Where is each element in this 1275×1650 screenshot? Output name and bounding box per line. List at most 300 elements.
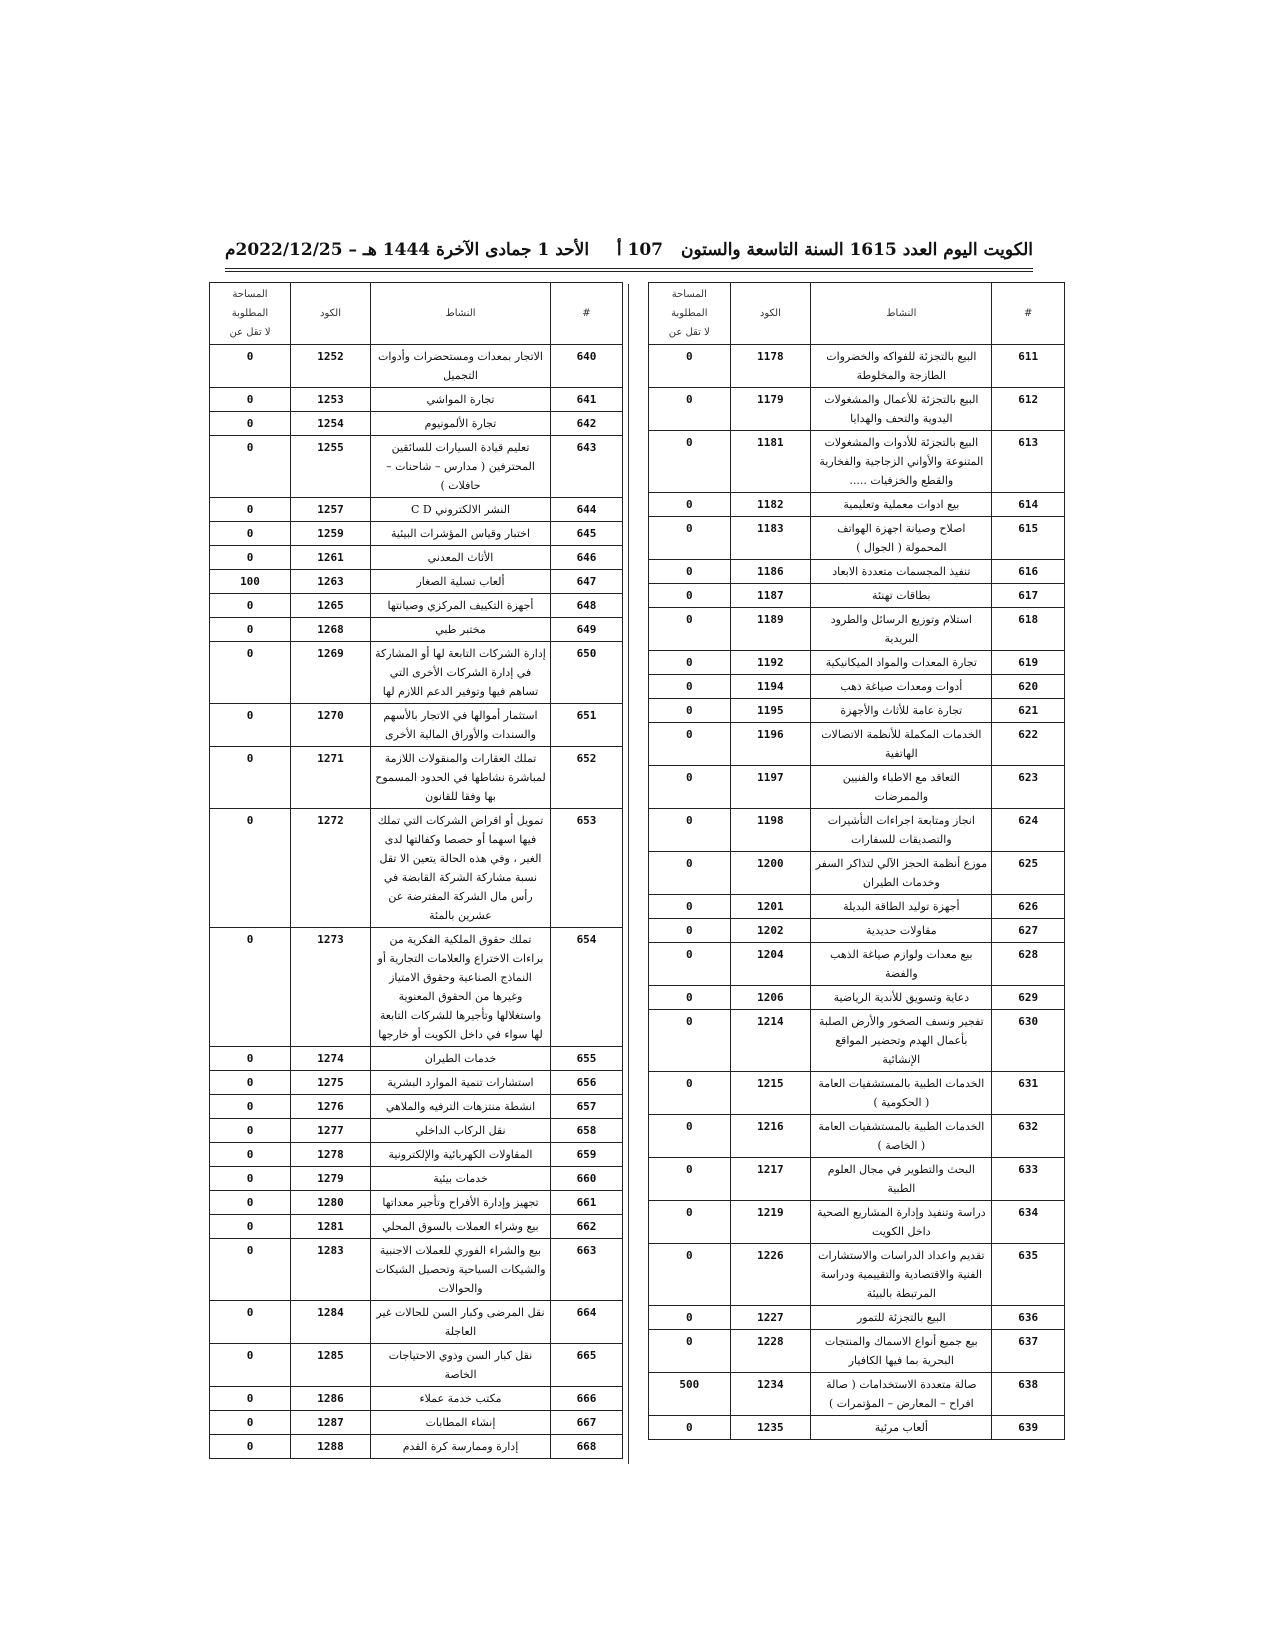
table-row: [210, 1387, 623, 1411]
row-activity: استثمار أموالها في الاتجار بالأسهم والسندات والأوراق المالية الأخرى: [371, 704, 551, 747]
table-row: [649, 1201, 1065, 1244]
table-row: [210, 1119, 623, 1143]
table-row: [649, 584, 1065, 608]
row-number: 625: [992, 852, 1065, 895]
header-code: الكود: [291, 283, 371, 345]
row-code: 1194: [730, 675, 811, 699]
table-row: [210, 1215, 623, 1239]
row-activity: استلام وتوزيع الرسائل والطرود البريدية: [811, 608, 992, 651]
row-area: 0: [649, 1072, 731, 1115]
row-code: 1204: [730, 943, 811, 986]
row-area: 0: [210, 1387, 291, 1411]
row-area: 0: [649, 517, 731, 560]
table-row: [210, 522, 623, 546]
row-activity: تقديم واعداد الدراسات والاستشارات الفنية والاقتصادية والتقييمية ودراسة المرتبطة بالبيئة: [811, 1244, 992, 1306]
header-activity: النشاط: [371, 283, 551, 345]
row-activity: اصلاح وصيانة اجهزة الهواتف المحمولة ( الجوال ): [811, 517, 992, 560]
row-code: 1234: [730, 1373, 811, 1416]
row-activity: الأثاث المعدني: [371, 546, 551, 570]
row-code: 1179: [730, 388, 811, 431]
row-activity: اختبار وقياس المؤشرات البيئية: [371, 522, 551, 546]
row-code: 1272: [291, 809, 371, 928]
row-code: 1217: [730, 1158, 811, 1201]
row-activity: نقل كبار السن وذوي الاحتياجات الخاصة: [371, 1344, 551, 1387]
row-number: 617: [992, 584, 1065, 608]
row-code: 1183: [730, 517, 811, 560]
row-area: 0: [210, 1167, 291, 1191]
row-area: 0: [210, 1411, 291, 1435]
row-number: 642: [551, 412, 623, 436]
table-row: [649, 1416, 1065, 1440]
table-row: [210, 1435, 623, 1459]
row-activity: المقاولات الكهربائية والإلكترونية: [371, 1143, 551, 1167]
row-area: 0: [210, 498, 291, 522]
row-code: 1182: [730, 493, 811, 517]
row-code: 1186: [730, 560, 811, 584]
row-code: 1277: [291, 1119, 371, 1143]
row-number: 614: [992, 493, 1065, 517]
table-row: [210, 1143, 623, 1167]
row-code: 1269: [291, 642, 371, 704]
table-row: [649, 1072, 1065, 1115]
row-area: 0: [210, 928, 291, 1047]
row-code: 1268: [291, 618, 371, 642]
row-number: 645: [551, 522, 623, 546]
table-row: [649, 809, 1065, 852]
row-area: 0: [649, 809, 731, 852]
row-activity: مقاولات حديدية: [811, 919, 992, 943]
row-code: 1271: [291, 747, 371, 809]
page-number: 107 أ: [616, 240, 663, 260]
row-number: 627: [992, 919, 1065, 943]
row-area: 100: [210, 570, 291, 594]
page-header: [225, 236, 1033, 266]
table-row: [649, 560, 1065, 584]
row-code: 1273: [291, 928, 371, 1047]
table-row: [649, 852, 1065, 895]
row-code: 1276: [291, 1095, 371, 1119]
row-area: 0: [210, 1071, 291, 1095]
row-code: 1265: [291, 594, 371, 618]
table-row: [210, 1167, 623, 1191]
row-activity: نقل الركاب الداخلي: [371, 1119, 551, 1143]
row-activity: الخدمات الطبية بالمستشفيات العامة ( الخاصة ): [811, 1115, 992, 1158]
row-code: 1253: [291, 388, 371, 412]
row-number: 635: [992, 1244, 1065, 1306]
row-number: 644: [551, 498, 623, 522]
table-row: [210, 1239, 623, 1301]
row-number: 655: [551, 1047, 623, 1071]
header-area: [649, 283, 731, 345]
row-activity: تجارة الألمونيوم: [371, 412, 551, 436]
table-row: [210, 642, 623, 704]
row-area: 0: [210, 436, 291, 498]
row-code: 1288: [291, 1435, 371, 1459]
table-row: [649, 919, 1065, 943]
row-area: 0: [649, 345, 731, 388]
table-row: [649, 493, 1065, 517]
row-number: 631: [992, 1072, 1065, 1115]
row-area: 0: [210, 1047, 291, 1071]
row-area: 0: [210, 345, 291, 388]
row-code: 1257: [291, 498, 371, 522]
row-number: 638: [992, 1373, 1065, 1416]
row-activity: تمويل أو اقراض الشركات التي تملك فيها اسهما أو حصصا وكفالتها لدى الغير ، وفي هذه الحالة يتعين الا تقل نسبة مشاركة الشركة القابضة في رأس مال الشركة المقترضة عن عشرين بالمئة: [371, 809, 551, 928]
header-activity: النشاط: [811, 283, 992, 345]
table-row: [210, 1191, 623, 1215]
row-code: 1187: [730, 584, 811, 608]
row-activity: مختبر طبي: [371, 618, 551, 642]
row-area: 0: [649, 943, 731, 986]
row-area: 0: [649, 723, 731, 766]
row-activity: ألعاب مرئية: [811, 1416, 992, 1440]
row-area: 0: [649, 431, 731, 493]
table-row: [649, 1158, 1065, 1201]
header-area-line2: المطلوبة: [231, 308, 269, 319]
row-area: 0: [210, 1191, 291, 1215]
row-area: 0: [210, 412, 291, 436]
row-number: 623: [992, 766, 1065, 809]
table-row: [210, 1047, 623, 1071]
row-activity: الخدمات الطبية بالمستشفيات العامة ( الحكومية ): [811, 1072, 992, 1115]
row-area: 0: [649, 919, 731, 943]
row-code: 1216: [730, 1115, 811, 1158]
table-row: [649, 1330, 1065, 1373]
row-code: 1197: [730, 766, 811, 809]
table-row: [210, 1301, 623, 1344]
row-code: 1252: [291, 345, 371, 388]
row-number: 626: [992, 895, 1065, 919]
row-code: 1287: [291, 1411, 371, 1435]
row-activity: بيع معدات ولوازم صياغة الذهب والفضة: [811, 943, 992, 986]
row-code: 1259: [291, 522, 371, 546]
table-row: [649, 608, 1065, 651]
row-area: 0: [210, 546, 291, 570]
row-activity: أجهزة التكييف المركزي وصيانتها: [371, 594, 551, 618]
row-activity: موزع أنظمة الحجز الآلي لتذاكر السفر وخدمات الطيران: [811, 852, 992, 895]
row-number: 663: [551, 1239, 623, 1301]
row-activity: مكتب خدمة عملاء: [371, 1387, 551, 1411]
row-activity: البحث والتطوير في مجال العلوم الطبية: [811, 1158, 992, 1201]
row-activity: استشارات تنمية الموارد البشرية: [371, 1071, 551, 1095]
row-area: 0: [649, 986, 731, 1010]
row-number: 659: [551, 1143, 623, 1167]
table-row: [210, 594, 623, 618]
row-activity: خدمات الطيران: [371, 1047, 551, 1071]
row-code: 1278: [291, 1143, 371, 1167]
row-number: 649: [551, 618, 623, 642]
row-area: 0: [649, 560, 731, 584]
row-code: 1227: [730, 1306, 811, 1330]
row-activity: البيع بالتجزئة للأدوات والمشغولات المتنوعة والأواني الزجاجية والفخارية والقطع والخزفيات .....: [811, 431, 992, 493]
table-row: [649, 388, 1065, 431]
row-activity: صالة متعددة الاستخدامات ( صالة افراح – المعارض – المؤتمرات ): [811, 1373, 992, 1416]
table-row: [649, 517, 1065, 560]
row-code: 1219: [730, 1201, 811, 1244]
row-activity: إدارة الشركات التابعة لها أو المشاركة في إدارة الشركات الأخرى التي تساهم فيها وتوفير الدعم اللازم لها: [371, 642, 551, 704]
row-activity: تجارة المواشي: [371, 388, 551, 412]
row-number: 664: [551, 1301, 623, 1344]
row-area: 0: [649, 699, 731, 723]
row-activity: انجاز ومتابعة اجراءات التأشيرات والتصديقات للسفارات: [811, 809, 992, 852]
row-code: 1274: [291, 1047, 371, 1071]
row-code: 1198: [730, 809, 811, 852]
row-number: 633: [992, 1158, 1065, 1201]
row-number: 615: [992, 517, 1065, 560]
row-area: 0: [210, 1344, 291, 1387]
row-activity: البيع بالتجزئة للتمور: [811, 1306, 992, 1330]
row-code: 1279: [291, 1167, 371, 1191]
row-area: 0: [210, 1215, 291, 1239]
table-row: [649, 943, 1065, 986]
row-area: 0: [210, 747, 291, 809]
row-number: 621: [992, 699, 1065, 723]
row-activity: البيع بالتجزئة للأعمال والمشغولات اليدوية والتحف والهدايا: [811, 388, 992, 431]
row-code: 1206: [730, 986, 811, 1010]
row-number: 641: [551, 388, 623, 412]
header-area-line3: لا تقل عن: [229, 327, 271, 338]
row-number: 662: [551, 1215, 623, 1239]
table-row: [649, 345, 1065, 388]
row-code: 1255: [291, 436, 371, 498]
row-number: 630: [992, 1010, 1065, 1072]
row-area: 0: [649, 1115, 731, 1158]
table-row: [649, 766, 1065, 809]
row-code: 1228: [730, 1330, 811, 1373]
row-number: 665: [551, 1344, 623, 1387]
row-activity: تجهيز وإدارة الأفراح وتأجير معداتها: [371, 1191, 551, 1215]
row-code: 1284: [291, 1301, 371, 1344]
row-number: 650: [551, 642, 623, 704]
row-code: 1215: [730, 1072, 811, 1115]
row-number: 629: [992, 986, 1065, 1010]
row-number: 654: [551, 928, 623, 1047]
row-area: 0: [210, 1435, 291, 1459]
row-number: 653: [551, 809, 623, 928]
row-code: 1201: [730, 895, 811, 919]
row-area: 0: [210, 1239, 291, 1301]
table-row: [649, 1115, 1065, 1158]
row-area: 0: [649, 1416, 731, 1440]
row-activity: بيع جميع أنواع الاسماك والمنتجات البحرية بما فيها الكافيار: [811, 1330, 992, 1373]
table-header-row: [210, 283, 623, 345]
table-row: [649, 651, 1065, 675]
row-activity: تجارة المعدات والمواد الميكانيكية: [811, 651, 992, 675]
header-area-line1: المساحة: [671, 289, 707, 300]
row-area: 0: [649, 852, 731, 895]
row-number: 661: [551, 1191, 623, 1215]
row-code: 1235: [730, 1416, 811, 1440]
row-number: 616: [992, 560, 1065, 584]
row-activity: أدوات ومعدات صياغة ذهب: [811, 675, 992, 699]
row-area: 0: [649, 1201, 731, 1244]
row-code: 1214: [730, 1010, 811, 1072]
row-number: 622: [992, 723, 1065, 766]
header-area-line2: المطلوبة: [671, 308, 708, 319]
table-row: [210, 747, 623, 809]
table-row: [210, 412, 623, 436]
row-code: 1275: [291, 1071, 371, 1095]
row-area: 0: [210, 1119, 291, 1143]
table-row: [649, 1306, 1065, 1330]
header-num: #: [551, 283, 623, 345]
table-row: [649, 431, 1065, 493]
row-code: 1285: [291, 1344, 371, 1387]
row-area: 500: [649, 1373, 731, 1416]
table-row: [210, 498, 623, 522]
row-activity: تفجير ونسف الصخور والأرض الصلبة بأعمال الهدم وتحضير المواقع الإنشائية: [811, 1010, 992, 1072]
row-area: 0: [210, 522, 291, 546]
row-code: 1261: [291, 546, 371, 570]
row-number: 667: [551, 1411, 623, 1435]
row-code: 1192: [730, 651, 811, 675]
table-header-row: [649, 283, 1065, 345]
table-row: [210, 546, 623, 570]
row-number: 657: [551, 1095, 623, 1119]
row-code: 1195: [730, 699, 811, 723]
table-row: [649, 699, 1065, 723]
row-activity: تملك حقوق الملكية الفكرية من براءات الاختراع والعلامات التجارية أو النماذج الصناعية وحقوق الامتياز وغيرها من الحقوق المعنوية واستغلالها وتأجيرها للشركات التابعة لها سواء في داخل الكويت أو خارجها: [371, 928, 551, 1047]
row-area: 0: [649, 388, 731, 431]
row-number: 639: [992, 1416, 1065, 1440]
row-area: 0: [210, 594, 291, 618]
table-row: [649, 986, 1065, 1010]
row-activity: تعليم قيادة السيارات للسائقين المحترفين ( مدارس – شاحنات – حافلات ): [371, 436, 551, 498]
row-number: 628: [992, 943, 1065, 986]
row-activity: النشر الالكتروني C D: [371, 498, 551, 522]
row-activity: ألعاب تسلية الصغار: [371, 570, 551, 594]
row-activity: دراسة وتنفيذ وإدارة المشاريع الصحية داخل الكويت: [811, 1201, 992, 1244]
row-area: 0: [210, 809, 291, 928]
row-area: 0: [649, 766, 731, 809]
row-activity: البيع بالتجزئة للفواكه والخضروات الطازجة والمخلوطة: [811, 345, 992, 388]
row-number: 619: [992, 651, 1065, 675]
row-number: 643: [551, 436, 623, 498]
row-area: 0: [649, 651, 731, 675]
row-number: 612: [992, 388, 1065, 431]
row-code: 1283: [291, 1239, 371, 1301]
row-activity: دعاية وتسويق للأندية الرياضية: [811, 986, 992, 1010]
table-row: [210, 388, 623, 412]
row-code: 1200: [730, 852, 811, 895]
row-activity: أجهزة توليد الطاقة البديلة: [811, 895, 992, 919]
row-number: 652: [551, 747, 623, 809]
row-code: 1254: [291, 412, 371, 436]
row-number: 648: [551, 594, 623, 618]
row-code: 1202: [730, 919, 811, 943]
header-rule: [225, 268, 1033, 269]
row-number: 656: [551, 1071, 623, 1095]
row-area: 0: [649, 1306, 731, 1330]
table-row: [210, 570, 623, 594]
row-area: 0: [649, 1010, 731, 1072]
row-activity: إدارة وممارسة كرة القدم: [371, 1435, 551, 1459]
header-area-line1: المساحة: [232, 289, 268, 300]
row-area: 0: [649, 1330, 731, 1373]
row-code: 1189: [730, 608, 811, 651]
row-area: 0: [210, 642, 291, 704]
row-area: 0: [210, 704, 291, 747]
row-activity: الاتجار بمعدات ومستحضرات وأدوات التجميل: [371, 345, 551, 388]
row-number: 624: [992, 809, 1065, 852]
activities-table-right: [648, 282, 1065, 1440]
row-activity: نقل المرضى وكبار السن للحالات غير العاجلة: [371, 1301, 551, 1344]
row-area: 0: [649, 584, 731, 608]
table-row: [210, 1344, 623, 1387]
row-code: 1280: [291, 1191, 371, 1215]
header-area: [210, 283, 291, 345]
row-number: 620: [992, 675, 1065, 699]
table-row: [649, 895, 1065, 919]
table-row: [649, 1244, 1065, 1306]
table-row: [210, 1071, 623, 1095]
table-row: [210, 1411, 623, 1435]
row-code: 1178: [730, 345, 811, 388]
row-area: 0: [649, 675, 731, 699]
row-number: 668: [551, 1435, 623, 1459]
row-area: 0: [649, 1158, 731, 1201]
row-area: 0: [210, 618, 291, 642]
row-code: 1286: [291, 1387, 371, 1411]
row-activity: تملك العقارات والمنقولات اللازمة لمباشرة نشاطها في الحدود المسموح بها وفقا للقانون: [371, 747, 551, 809]
row-number: 658: [551, 1119, 623, 1143]
table-row: [210, 436, 623, 498]
row-activity: تجارة عامة للأثاث والأجهزة: [811, 699, 992, 723]
row-area: 0: [649, 895, 731, 919]
row-code: 1263: [291, 570, 371, 594]
activities-table-left: [209, 282, 623, 1459]
row-code: 1270: [291, 704, 371, 747]
row-activity: إنشاء المطابات: [371, 1411, 551, 1435]
row-number: 660: [551, 1167, 623, 1191]
row-area: 0: [649, 493, 731, 517]
column-separator: [628, 284, 629, 1464]
row-activity: بيع وشراء العملات بالسوق المحلي: [371, 1215, 551, 1239]
row-number: 637: [992, 1330, 1065, 1373]
publication-title: الكويت اليوم العدد 1615 السنة التاسعة والستون: [680, 240, 1033, 260]
table-row: [210, 1095, 623, 1119]
row-area: 0: [649, 1244, 731, 1306]
row-number: 613: [992, 431, 1065, 493]
row-code: 1196: [730, 723, 811, 766]
issue-date: الأحد 1 جمادى الآخرة 1444 هـ – 2022/12/25م: [225, 240, 590, 260]
row-area: 0: [210, 1143, 291, 1167]
row-area: 0: [210, 1095, 291, 1119]
row-number: 666: [551, 1387, 623, 1411]
row-activity: خدمات بيئية: [371, 1167, 551, 1191]
row-code: 1226: [730, 1244, 811, 1306]
row-activity: بيع ادوات معملية وتعليمية: [811, 493, 992, 517]
header-code: الكود: [730, 283, 811, 345]
table-row: [210, 809, 623, 928]
table-row: [210, 704, 623, 747]
row-code: 1181: [730, 431, 811, 493]
row-activity: انشطة منتزهات الترفيه والملاهي: [371, 1095, 551, 1119]
row-number: 611: [992, 345, 1065, 388]
row-code: 1281: [291, 1215, 371, 1239]
table-row: [649, 675, 1065, 699]
header-rule-double: [225, 271, 1033, 272]
table-row: [210, 345, 623, 388]
header-area-line3: لا تقل عن: [668, 327, 710, 338]
row-activity: بيع والشراء الفوري للعملات الاجنبية والشيكات السياحية وتحصيل الشيكات والحوالات: [371, 1239, 551, 1301]
table-row: [649, 1373, 1065, 1416]
row-number: 647: [551, 570, 623, 594]
header-num: #: [992, 283, 1065, 345]
table-row: [649, 723, 1065, 766]
row-activity: تنفيذ المجسمات متعددة الابعاد: [811, 560, 992, 584]
row-area: 0: [210, 388, 291, 412]
